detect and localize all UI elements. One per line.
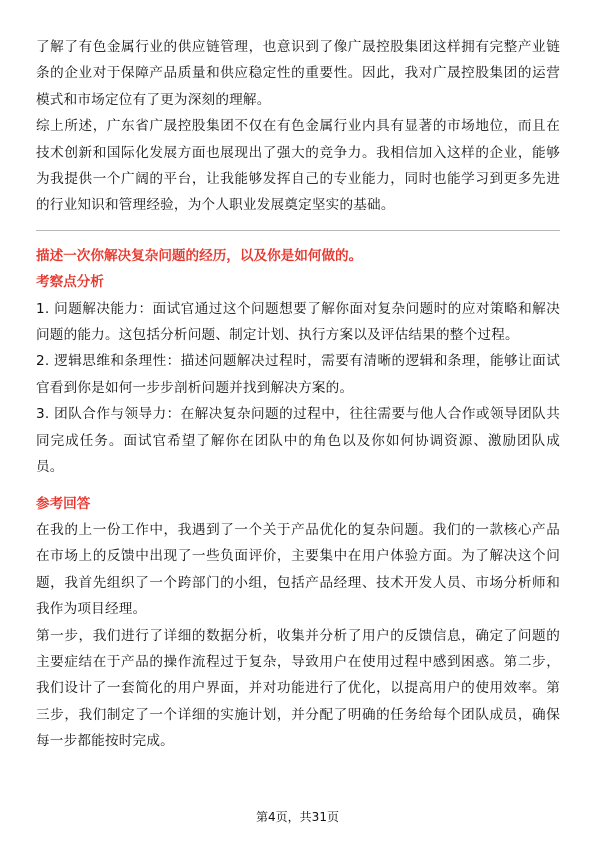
analysis-point-1: 1. 问题解决能力：面试官通过这个问题想要了解你面对复杂问题时的应对策略和解决问题的能力。这包括分析问题、制定计划、执行方案以及评估结果的整个过程。 [36, 300, 560, 344]
analysis-point-3: 3. 团队合作与领导力：在解决复杂问题的过程中，往往需要与他人合作或领导团队共同完成任务。面试官希望了解你在团队中的角色以及你如何协调资源、激励团队成员。 [36, 406, 560, 476]
answer-title: 参考回答 [36, 495, 91, 512]
intro-paragraph-2: 综上所述，广东省广晟控股集团不仅在有色金属行业内具有显著的市场地位，而且在技术创新和国际化发展方面也展现出了强大的竞争力。我相信加入这样的企业，能够为我提供一个广阔的平台，让我能够发挥自己的专业能力，同时也能学习到更多先进的行业知识和管理经验，为个人职业发展奠定坚实的基础。 [36, 118, 560, 214]
answer-paragraph-2: 第一步，我们进行了详细的数据分析，收集并分析了用户的反馈信息，确定了问题的主要症结在于产品的操作流程过于复杂，导致用户在使用过程中感到困惑。第二步，我们设计了一套简化的用户界面，并对功能进行了优化，以提高用户的使用效率。第三步，我们制定了一个详细的实施计划，并分配了明确的任务给每个团队成员，确保每一步都能按时完成。 [36, 627, 560, 750]
analysis-title: 考察点分析 [36, 274, 104, 291]
page-number: 第4页，共31页 [256, 810, 339, 824]
intro-paragraph-1: 了解了有色金属行业的供应链管理，也意识到了像广晟控股集团这样拥有完整产业链条的企业对于保障产品质量和供应稳定性的重要性。因此，我对广晟控股集团的运营模式和市场定位有了更为深刻的理解。 [36, 39, 560, 108]
interview-question: 描述一次你解决复杂问题的经历，以及你是如何做的。 [36, 247, 363, 264]
page-content [36, 34, 560, 755]
answer-paragraph-1: 在我的上一份工作中，我遇到了一个关于产品优化的复杂问题。我们的一款核心产品在市场上的反馈中出现了一些负面评价，主要集中在用户体验方面。为了解决这个问题，我首先组织了一个跨部门的小组，包括产品经理、技术开发人员、市场分析师和我作为项目经理。 [36, 521, 560, 618]
section-gap [36, 481, 560, 491]
section-divider [36, 230, 560, 231]
analysis-point-2: 2. 逻辑思维和条理性：描述问题解决过程时，需要有清晰的逻辑和条理，能够让面试官看到你是如何一步步剖析问题并找到解决方案的。 [36, 353, 560, 396]
